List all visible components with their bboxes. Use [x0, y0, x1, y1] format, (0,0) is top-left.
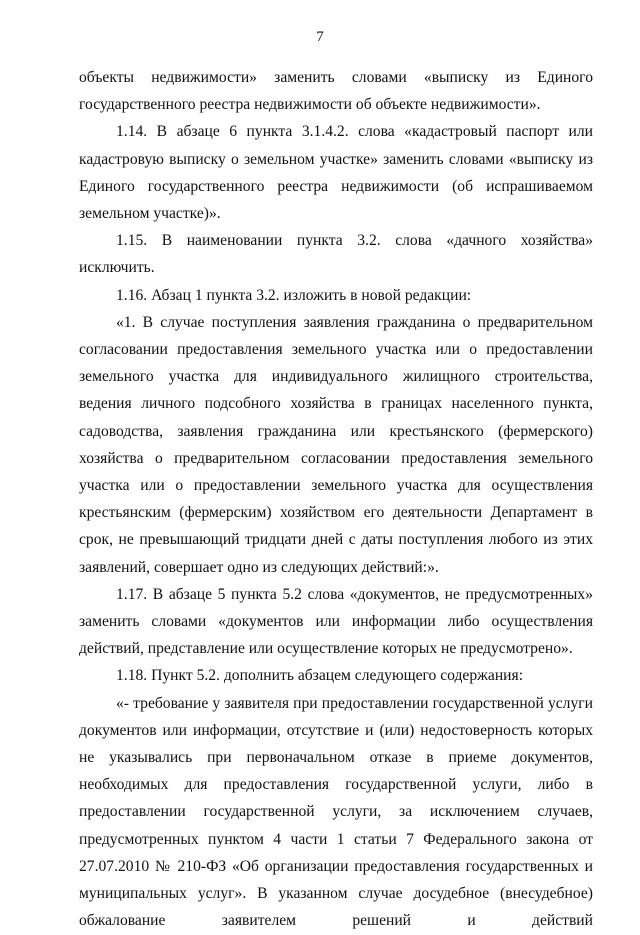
paragraph-1-15: 1.15. В наименовании пункта 3.2. слова «дачного хозяйства» исключить. — [79, 232, 593, 277]
document-body — [79, 64, 593, 935]
paragraph-1-18: 1.18. Пункт 5.2. дополнить абзацем следующего содержания: — [116, 667, 524, 685]
paragraph-quoted-requirement: «- требование у заявителя при предоставлении государственной услуги документов или информации, отсутствие и (или) недостоверность которых не указывались при первоначальном отказе в приеме документов, необходимых для предоставления государственной услуги, либо в предоставлении государственной услуги, за исключением случаев, предусмотренных пунктом 4 части 1 статьи 7 Федерального закона от 27.07.2010 № 210-ФЗ «Об организации предоставления государственных и муниципальных услуг». В указанном случае досудебное (внесудебное) обжалование заявителем решений и действий — [79, 694, 593, 930]
paragraph-1-14: 1.14. В абзаце 6 пункта 3.1.4.2. слова «кадастровый паспорт или кадастровую выписку о земельном участке» заменить словами «выписку из Единого государственного реестра недвижимости (об испрашиваемом земельном участке)». — [79, 123, 593, 223]
paragraph-1-17: 1.17. В абзаце 5 пункта 5.2 слова «документов, не предусмотренных» заменить словами «документов или информации либо осуществления действий, представление или осуществление которых не предусмотрено». — [79, 585, 593, 658]
paragraph-continuation: объекты недвижимости» заменить словами «выписку из Единого государственного реестра недвижимости об объекте недвижимости». — [79, 69, 593, 114]
paragraph-1-16: 1.16. Абзац 1 пункта 3.2. изложить в новой редакции: — [116, 286, 472, 304]
page-number: 7 — [316, 29, 324, 45]
paragraph-quoted-point-1: «1. В случае поступления заявления гражданина о предварительном согласовании предоставления земельного участка или о предоставлении земельного участка для индивидуального жилищного строительства, ведения личного подсобного хозяйства в границах населенного пункта, садоводства, заявления гражданина или крестьянского (фермерского) хозяйства о предварительном согласовании предоставления земельного участка или о предоставлении земельного участка для осуществления крестьянским (фермерским) хозяйством его деятельности Департамент в срок, не превышающий тридцати дней с даты поступления любого из этих заявлений, совершает одно из следующих действий:». — [79, 313, 593, 576]
